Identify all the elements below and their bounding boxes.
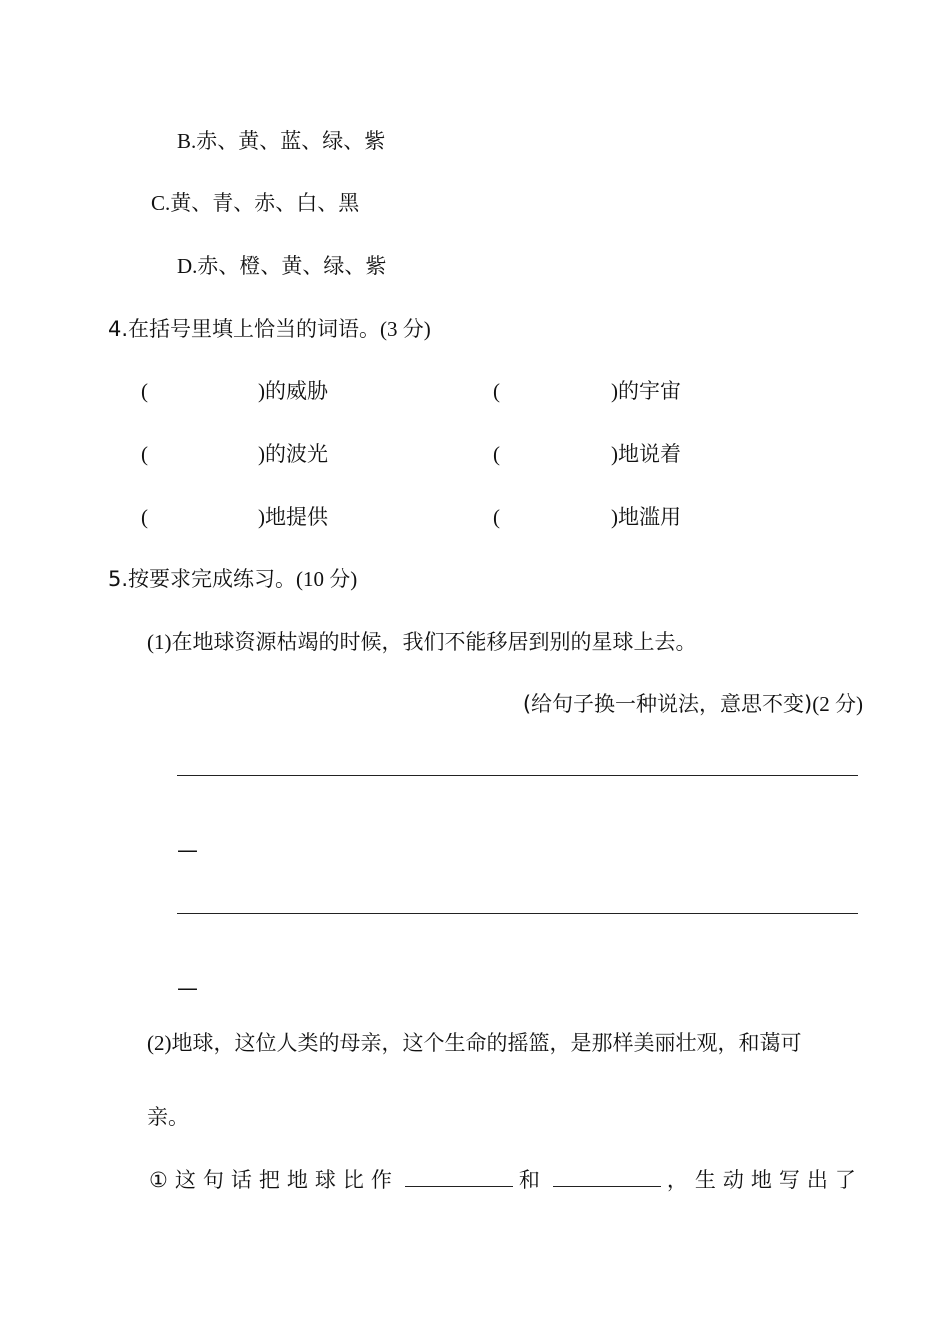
- q5-sub2-sentence-line1: [147, 1029, 802, 1057]
- option-c-text: 黄、青、赤、白、黑: [170, 191, 360, 215]
- q5-sub2-q1-part1: 这句话把地球比作: [174, 1168, 399, 1192]
- q5-sub1-instruction: (给句子换一种说法，意思不变): [522, 692, 813, 716]
- answer-line-2-dash: —: [177, 976, 198, 1000]
- q4-item-3-text: 的波光: [265, 442, 328, 466]
- metaphor-blank-1[interactable]: [405, 1166, 513, 1187]
- q5-sub2-q1-and: 和: [518, 1168, 547, 1192]
- q4-item-5-text: 地提供: [265, 505, 328, 529]
- q5-sub2-sentence-line2: 亲。: [147, 1105, 189, 1129]
- q5-score: (10 分): [296, 567, 358, 591]
- q4-item-6-open: (: [493, 505, 500, 529]
- answer-line-1-dash: —: [177, 838, 198, 862]
- q5-sub2-question-1: [149, 1166, 863, 1194]
- q4-item-5: [258, 503, 328, 531]
- option-c-letter: C.: [151, 191, 171, 215]
- q5-heading: [108, 565, 357, 593]
- q4-item-2-text: 的宇宙: [618, 379, 681, 403]
- option-b: [177, 127, 385, 155]
- q4-item-5-open: (: [141, 505, 148, 529]
- q5-sub2-label: (2): [147, 1031, 172, 1055]
- option-c: [151, 189, 359, 217]
- answer-line-1[interactable]: [177, 775, 858, 776]
- option-b-text: 赤、黄、蓝、绿、紫: [196, 129, 386, 153]
- q4-item-4-open: (: [493, 442, 500, 466]
- q4-item-6-close: ): [611, 505, 618, 529]
- q4-item-4-text: 地说着: [618, 442, 681, 466]
- q4-item-6-text: 地滥用: [618, 505, 681, 529]
- q4-number: 4.: [108, 317, 129, 341]
- q5-sub1-sentence: 在地球资源枯竭的时候，我们不能移居到别的星球上去。: [171, 630, 697, 654]
- q4-item-1: [258, 377, 328, 405]
- q4-item-6: [611, 503, 681, 531]
- option-d-letter: D.: [177, 254, 198, 278]
- option-b-letter: B.: [177, 129, 197, 153]
- q4-title: 在括号里填上恰当的词语。: [128, 317, 381, 341]
- q5-sub2-q1-part2: ，生动地写出了: [666, 1168, 863, 1192]
- q4-item-2-close: ): [611, 379, 618, 403]
- q4-item-3-open: (: [141, 442, 148, 466]
- q5-sub1-label: (1): [147, 630, 172, 654]
- metaphor-blank-2[interactable]: [553, 1166, 661, 1187]
- q4-item-4: [611, 440, 681, 468]
- q4-item-5-close: ): [258, 505, 265, 529]
- option-d-text: 赤、橙、黄、绿、紫: [197, 254, 387, 278]
- q4-score: (3 分): [380, 317, 431, 341]
- q4-item-1-text: 的威胁: [265, 379, 328, 403]
- answer-line-2[interactable]: [177, 913, 858, 914]
- q5-title: 按要求完成练习。: [128, 567, 297, 591]
- q4-item-4-close: ): [611, 442, 618, 466]
- q5-sub1-instruction-line: [523, 690, 863, 718]
- option-d: [177, 252, 386, 280]
- q5-sub1-sentence-line: [147, 628, 697, 656]
- q4-item-2-open: (: [493, 379, 500, 403]
- q5-number: 5.: [108, 567, 129, 591]
- q5-sub2-q1-number: ①: [149, 1168, 175, 1192]
- q4-item-1-open: (: [141, 379, 148, 403]
- q5-sub2-sentence-1: 地球，这位人类的母亲，这个生命的摇篮，是那样美丽壮观，和蔼可: [171, 1031, 802, 1055]
- q4-item-1-close: ): [258, 379, 265, 403]
- q5-sub1-score: (2 分): [812, 692, 863, 716]
- q4-item-3-close: ): [258, 442, 265, 466]
- q4-heading: [108, 315, 431, 343]
- q4-item-2: [611, 377, 681, 405]
- q4-item-3: [258, 440, 328, 468]
